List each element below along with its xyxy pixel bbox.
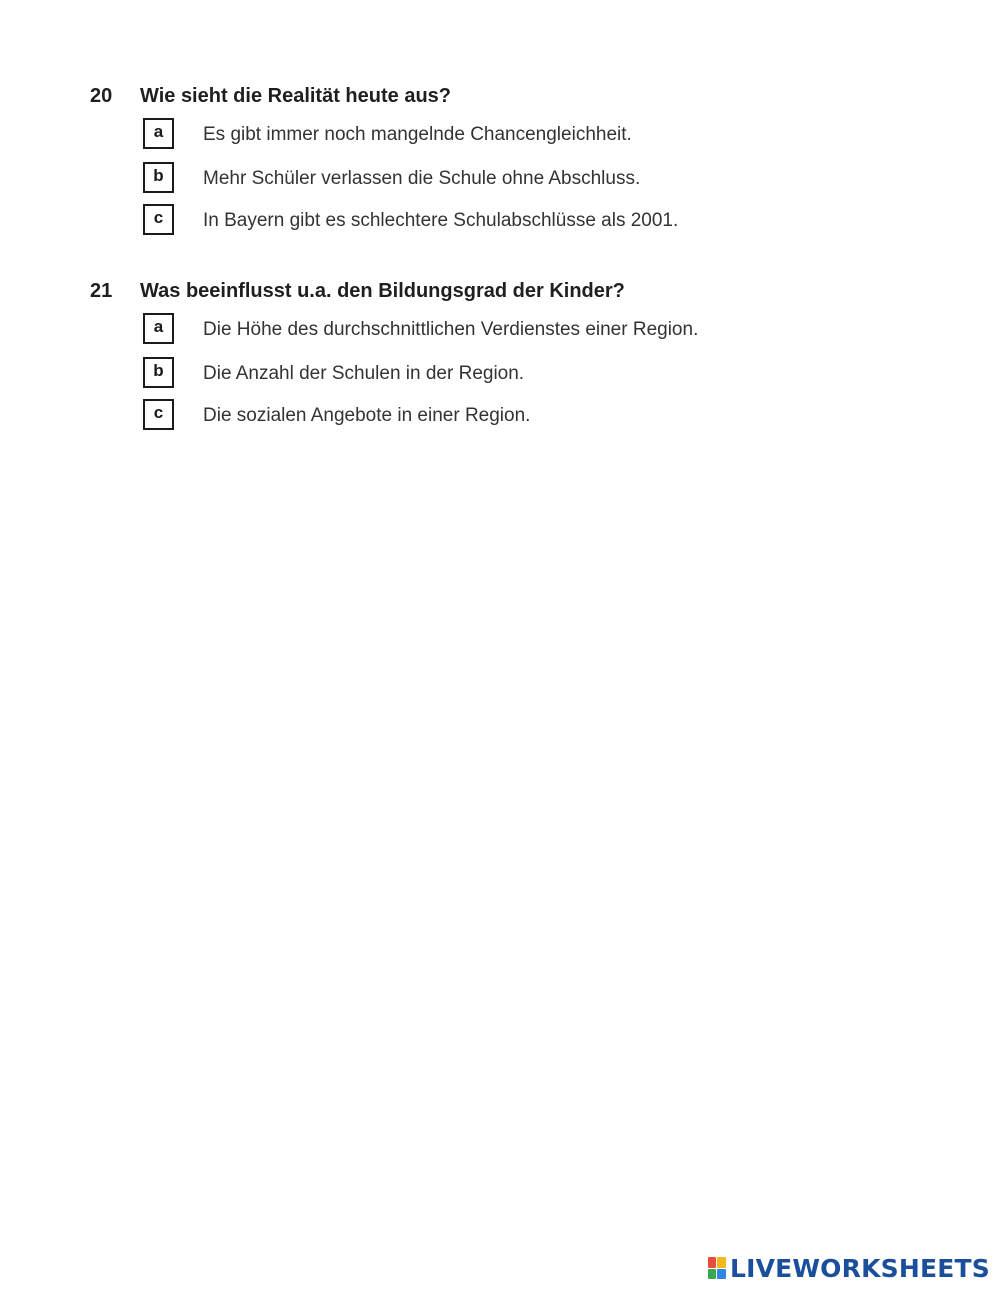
brand-logo[interactable] — [708, 1253, 990, 1283]
logo-tile-yellow — [717, 1257, 726, 1268]
option-letter: c — [153, 403, 164, 422]
option-text: Die Anzahl der Schulen in der Region. — [203, 363, 525, 384]
option-letter: b — [153, 166, 164, 185]
question-text: Wie sieht die Realität heute aus? — [140, 85, 452, 107]
question-text: Was beeinflusst u.a. den Bildungsgrad der Kinder? — [140, 280, 625, 302]
option-21-b[interactable] — [143, 357, 943, 391]
answer-checkbox[interactable] — [143, 357, 174, 388]
question-20 — [0, 85, 1000, 245]
option-21-a[interactable] — [143, 313, 943, 347]
question-number: 20 — [90, 85, 113, 107]
option-text: Die sozialen Angebote in einer Region. — [203, 405, 531, 426]
question-number: 21 — [90, 280, 113, 302]
option-20-c[interactable] — [143, 204, 943, 238]
logo-tile-blue — [717, 1269, 726, 1280]
option-letter: b — [153, 361, 164, 380]
option-20-b[interactable] — [143, 162, 943, 196]
answer-checkbox[interactable] — [143, 313, 174, 344]
brand-name: LIVEWORKSHEETS — [729, 1253, 990, 1283]
answer-checkbox[interactable] — [143, 118, 174, 149]
liveworksheets-logo-icon — [708, 1257, 726, 1279]
answer-checkbox[interactable] — [143, 204, 174, 235]
option-letter: a — [153, 122, 164, 141]
option-text: Die Höhe des durchschnittlichen Verdienstes einer Region. — [203, 319, 699, 340]
option-text: Mehr Schüler verlassen die Schule ohne Abschluss. — [203, 168, 641, 189]
logo-tile-green — [708, 1269, 717, 1280]
option-letter: c — [153, 208, 164, 227]
option-letter: a — [153, 317, 164, 336]
option-21-c[interactable] — [143, 399, 943, 433]
question-21 — [0, 280, 1000, 440]
option-20-a[interactable] — [143, 118, 943, 152]
option-text: Es gibt immer noch mangelnde Chancengleichheit. — [203, 124, 632, 145]
option-text: In Bayern gibt es schlechtere Schulabschlüsse als 2001. — [203, 210, 679, 231]
answer-checkbox[interactable] — [143, 162, 174, 193]
logo-tile-red — [708, 1257, 717, 1268]
answer-checkbox[interactable] — [143, 399, 174, 430]
